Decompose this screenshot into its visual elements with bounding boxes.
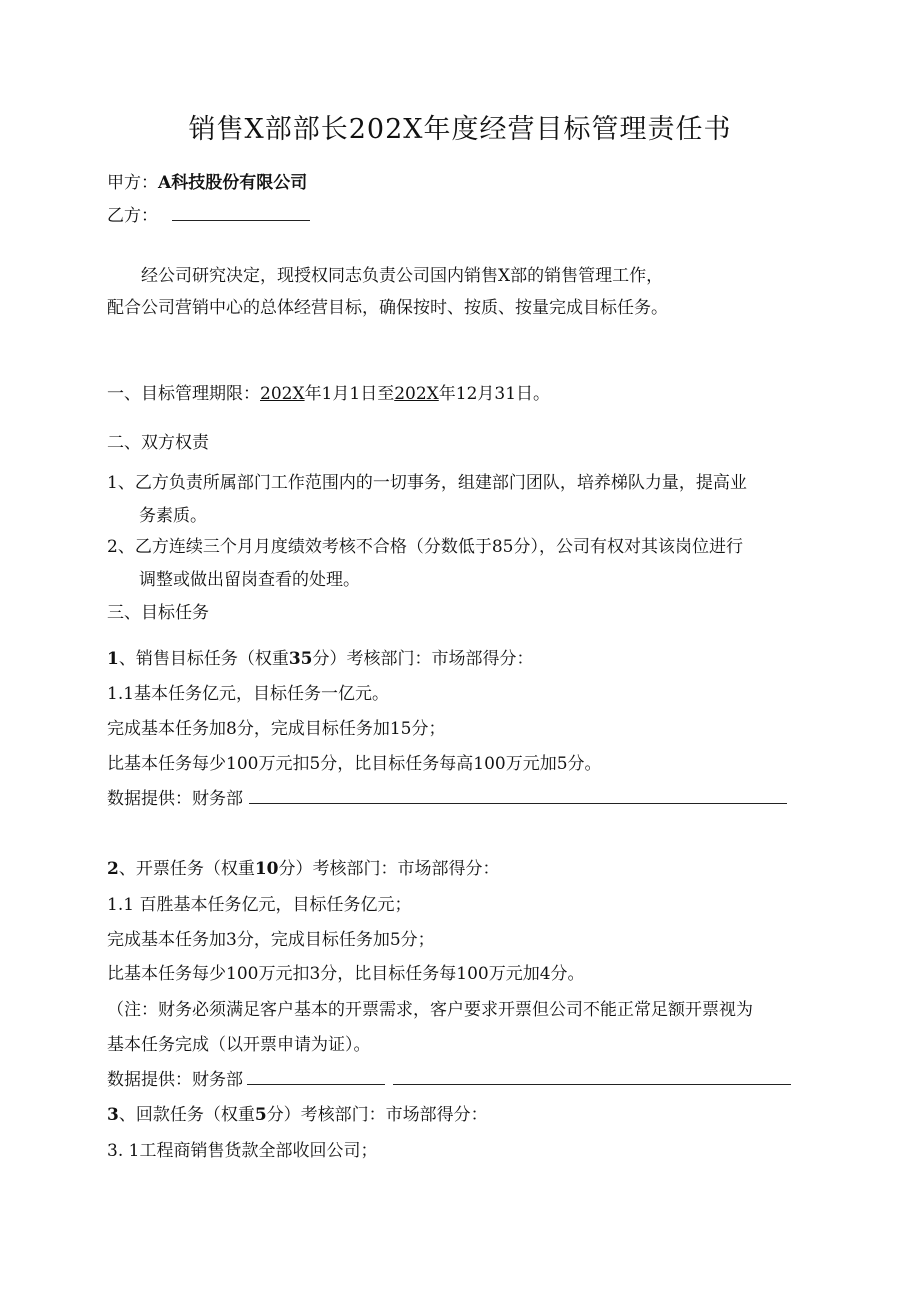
document-title: 销售X部部长202X年度经营目标管理责任书	[188, 114, 732, 145]
task1-line-3: 比基本任务每少100万元扣5分，比目标任务每高100万元加5分。	[107, 754, 602, 774]
task2-data-source-label: 数据提供：财务部	[107, 1070, 243, 1090]
task2-note-line-2: 基本任务完成（以开票申请为证）。	[107, 1035, 371, 1055]
task3-heading	[107, 1103, 488, 1127]
task2-line-3: 比基本任务每少100万元扣3分，比目标任务每100万元加4分。	[107, 964, 585, 984]
party-b	[107, 204, 310, 228]
party-a-label: 甲方：	[107, 173, 158, 193]
section1-year-start: 202X	[260, 384, 305, 404]
task3-head-b: 分）考核部门：市场部得分：	[266, 1105, 488, 1125]
section1-prefix: 一、目标管理期限：	[107, 384, 260, 404]
section1-year-end: 202X	[394, 384, 439, 404]
task1-data-source	[107, 787, 787, 811]
task1-heading	[107, 647, 534, 671]
task1-head-a: 、销售目标任务（权重	[118, 649, 289, 669]
party-b-label: 乙方：	[107, 206, 158, 226]
task2-head-a: 、开票任务（权重	[118, 859, 255, 879]
task2-heading	[107, 857, 500, 881]
task3-weight: 5	[254, 1105, 267, 1125]
section3-heading: 三、目标任务	[107, 603, 209, 623]
section2-heading: 二、双方权责	[107, 433, 209, 453]
task1-weight: 35	[288, 649, 313, 669]
section2-item-2-line2: 调整或做出留岗查看的处理。	[139, 570, 360, 590]
section1-mid: 年1月1日至	[304, 384, 395, 404]
task2-data-source-blank-2	[393, 1068, 791, 1085]
intro-line-2: 配合公司营销中心的总体经营目标，确保按时、按质、按量完成目标任务。	[107, 298, 668, 318]
task1-data-source-blank	[249, 787, 787, 804]
task1-head-b: 分）考核部门：市场部得分：	[312, 649, 534, 669]
task2-head-b: 分）考核部门：市场部得分：	[278, 859, 500, 879]
section1-period	[107, 382, 550, 406]
party-b-blank	[172, 204, 310, 221]
task3-number: 3	[107, 1105, 119, 1125]
intro-line-1: 经公司研究决定，现授权同志负责公司国内销售X部的销售管理工作，	[141, 266, 664, 286]
task1-number: 1	[107, 649, 119, 669]
task1-line-2: 完成基本任务加8分，完成目标任务加15分；	[107, 719, 446, 739]
task1-data-source-label: 数据提供：财务部	[107, 789, 243, 809]
task3-head-a: 、回款任务（权重	[118, 1105, 255, 1125]
section2-item-2-line1: 2、乙方连续三个月月度绩效考核不合格（分数低于85分），公司有权对其该岗位进行	[107, 537, 743, 557]
task2-data-source	[107, 1068, 791, 1092]
party-a-value: A科技股份有限公司	[158, 173, 308, 193]
task2-data-source-blank-1	[247, 1068, 385, 1085]
party-a	[107, 171, 307, 195]
task2-line-1: 1.1 百胜基本任务亿元，目标任务亿元；	[107, 895, 412, 915]
section1-suffix: 年12月31日。	[438, 384, 551, 404]
task3-line-1: 3. 1工程商销售货款全部收回公司；	[107, 1141, 378, 1161]
section2-item-1-line1: 1、乙方负责所属部门工作范围内的一切事务，组建部门团队，培养梯队力量，提高业	[107, 473, 747, 493]
task2-note-line-1: （注：财务必须满足客户基本的开票需求，客户要求开票但公司不能正常足额开票视为	[107, 1000, 753, 1020]
task2-weight: 10	[254, 859, 279, 879]
task2-line-2: 完成基本任务加3分，完成目标任务加5分；	[107, 930, 435, 950]
task2-number: 2	[107, 859, 119, 879]
section2-item-1-line2: 务素质。	[139, 506, 207, 526]
task1-line-1: 1.1基本任务亿元，目标任务一亿元。	[107, 684, 390, 704]
